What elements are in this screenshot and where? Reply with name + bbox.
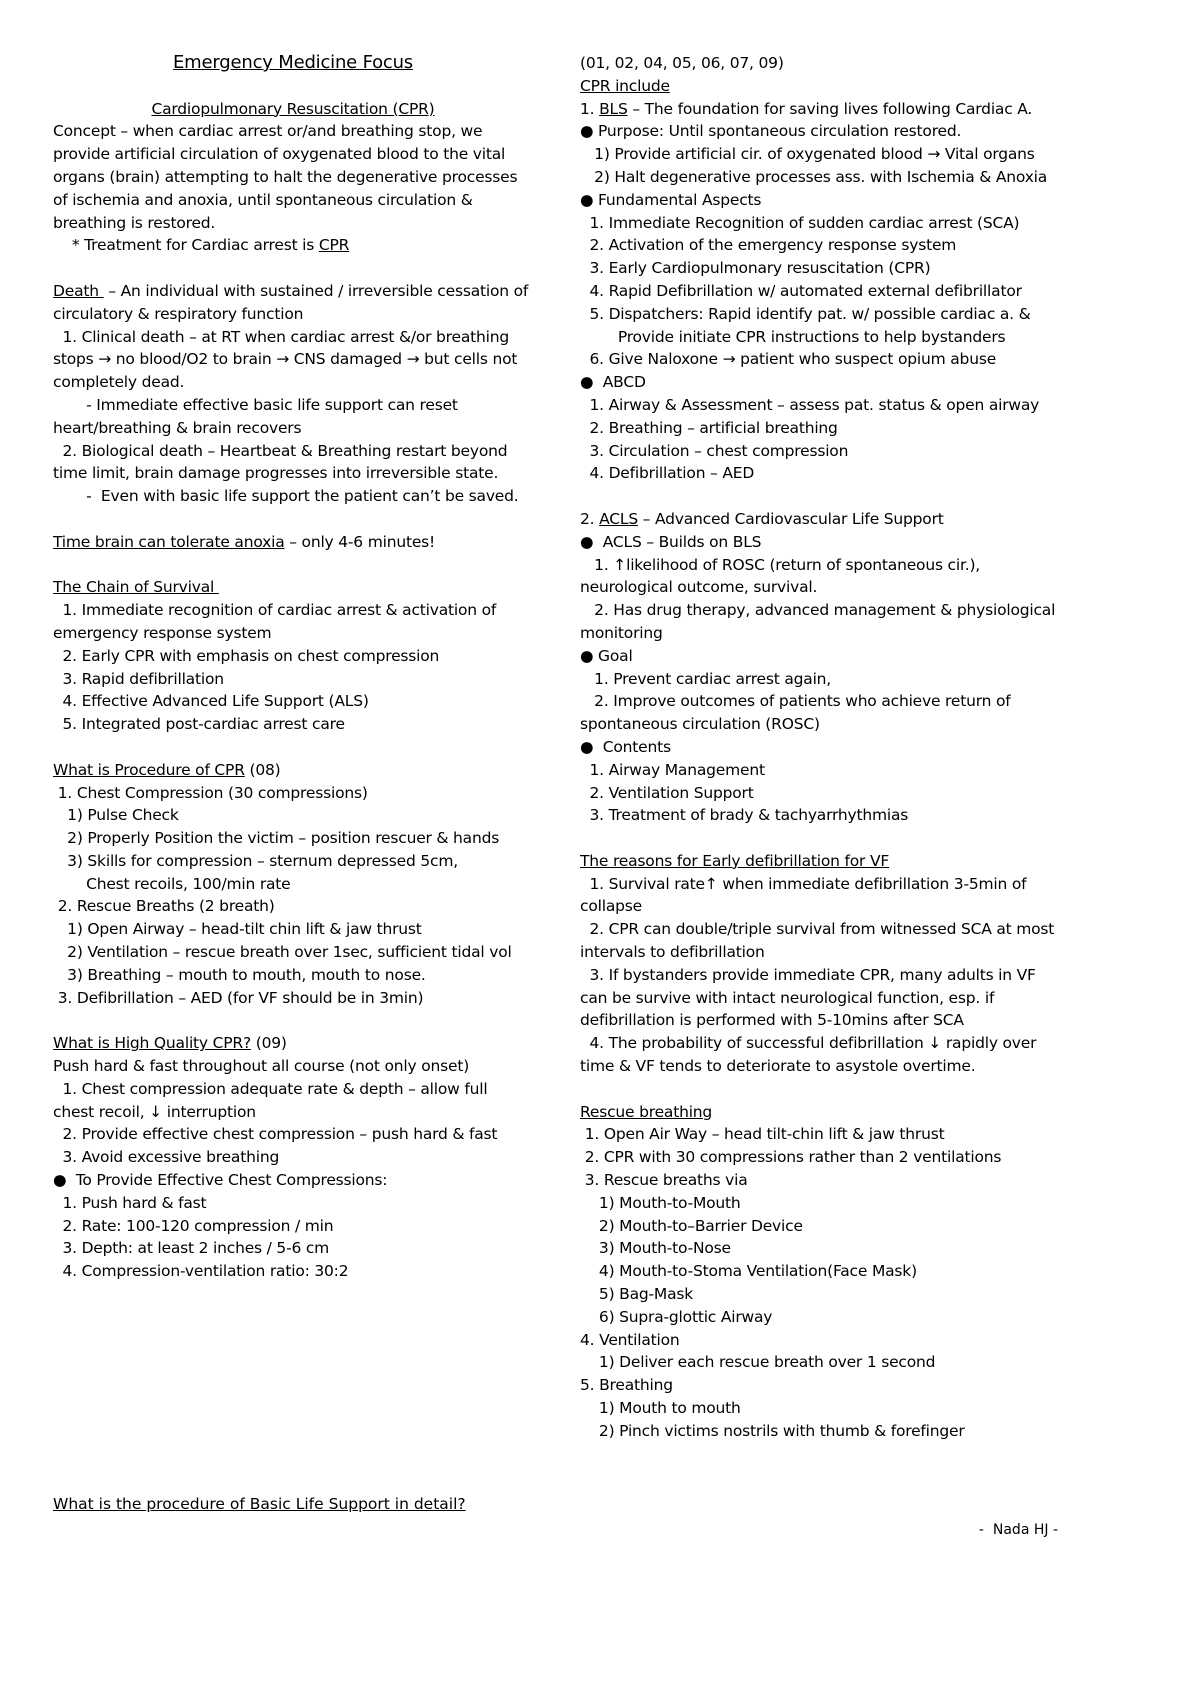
text-line: 3) Breathing – mouth to mouth, mouth to nose. bbox=[53, 965, 426, 984]
text-line: 2. Breathing – artificial breathing bbox=[580, 418, 838, 437]
text-line: 3) Mouth-to-Nose bbox=[580, 1239, 731, 1258]
heading-death: Death bbox=[53, 281, 104, 300]
text-segment: – Advanced Cardiovascular Life Support bbox=[637, 509, 944, 528]
text-line: 2. Activation of the emergency response system bbox=[580, 236, 957, 255]
text-line: 1. Clinical death – at RT when cardiac arrest &/or breathing bbox=[53, 327, 510, 346]
heading-cpr-include: CPR include bbox=[580, 76, 670, 95]
text-line: - Even with basic life support the patient can’t be saved. bbox=[53, 487, 519, 506]
heading-high-quality-cpr: What is High Quality CPR? bbox=[53, 1034, 251, 1053]
section-title-cpr: Cardiopulmonary Resuscitation (CPR) bbox=[151, 99, 435, 118]
text-line: Provide initiate CPR instructions to help bystanders bbox=[580, 327, 1006, 346]
text-line: 3. Circulation – chest compression bbox=[580, 441, 849, 460]
question-tags: (01, 02, 04, 05, 06, 07, 09) bbox=[580, 54, 784, 72]
text-line: 4. Defibrillation – AED bbox=[580, 464, 755, 483]
early-defibrillation-block bbox=[580, 850, 1062, 1078]
text-line: 6) Supra-glottic Airway bbox=[580, 1307, 773, 1326]
text-line: 2. Early CPR with emphasis on chest compression bbox=[53, 646, 440, 665]
text-line: 1. Open Air Way – head tilt-chin lift & jaw thrust bbox=[580, 1125, 945, 1144]
text-line: 4. Rapid Defibrillation w/ automated external defibrillator bbox=[580, 281, 1022, 300]
left-column bbox=[53, 52, 533, 1283]
text-line: 2. CPR with 30 compressions rather than 2 ventilations bbox=[580, 1148, 1002, 1167]
rescue-breathing-block bbox=[580, 1101, 1062, 1443]
text-line: 3) Skills for compression – sternum depressed 5cm, bbox=[53, 851, 458, 870]
text-segment: (08) bbox=[244, 760, 281, 779]
text-line: ● ABCD bbox=[580, 373, 646, 392]
text-line: 2. Biological death – Heartbeat & Breathing restart beyond bbox=[53, 441, 508, 460]
text-line: 2. Rate: 100-120 compression / min bbox=[53, 1216, 334, 1235]
text-line: 3. Defibrillation – AED (for VF should be in 3min) bbox=[53, 988, 424, 1007]
text-line: of ischemia and anoxia, until spontaneous circulation & bbox=[53, 190, 473, 209]
text-line: 3. If bystanders provide immediate CPR, many adults in VF bbox=[580, 965, 1036, 984]
text-line: 3. Rapid defibrillation bbox=[53, 669, 224, 688]
text-line: 1. ↑likelihood of ROSC (return of spontaneous cir.), bbox=[580, 555, 981, 574]
chain-block bbox=[53, 576, 533, 736]
text-line: can be survive with intact neurological function, esp. if bbox=[580, 988, 995, 1007]
text-line: intervals to defibrillation bbox=[580, 943, 765, 962]
page-title: Emergency Medicine Focus bbox=[173, 52, 413, 73]
text-line: collapse bbox=[580, 897, 642, 916]
text-line: 5. Breathing bbox=[580, 1376, 673, 1395]
text-line: 3. Depth: at least 2 inches / 5-6 cm bbox=[53, 1239, 330, 1258]
text-line: 1. Chest compression adequate rate & depth – allow full bbox=[53, 1079, 488, 1098]
text-line: 2. Provide effective chest compression – push hard & fast bbox=[53, 1125, 498, 1144]
heading-anoxia: Time brain can tolerate anoxia bbox=[53, 532, 285, 551]
footer-author: - Nada HJ - bbox=[978, 1522, 1058, 1538]
right-column bbox=[580, 52, 1062, 1443]
text-segment: – only 4-6 minutes! bbox=[284, 532, 436, 551]
text-line: 1) Pulse Check bbox=[53, 806, 179, 825]
text-line: circulatory & respiratory function bbox=[53, 304, 304, 323]
text-line: Concept – when cardiac arrest or/and breathing stop, we bbox=[53, 122, 483, 141]
text-line: ● ACLS – Builds on BLS bbox=[580, 532, 762, 551]
text-line: heart/breathing & brain recovers bbox=[53, 418, 302, 437]
heading-bls: BLS bbox=[599, 99, 628, 118]
text-line bbox=[580, 508, 1062, 531]
acls-block bbox=[580, 508, 1062, 827]
text-segment: 1. bbox=[580, 99, 600, 118]
heading-acls: ACLS bbox=[599, 509, 638, 528]
text-segment: (09) bbox=[251, 1034, 287, 1053]
text-line bbox=[53, 1032, 533, 1055]
text-line: 1. Airway & Assessment – assess pat. status & open airway bbox=[580, 395, 1040, 414]
text-line: organs (brain) attempting to halt the degenerative processes bbox=[53, 167, 518, 186]
text-line: 3. Treatment of brady & tachyarrhythmias bbox=[580, 806, 909, 825]
text-line bbox=[53, 759, 533, 782]
text-line: completely dead. bbox=[53, 373, 185, 392]
text-line: 2. Has drug therapy, advanced management & physiological bbox=[580, 601, 1056, 620]
text-line: 6. Give Naloxone → patient who suspect opium abuse bbox=[580, 350, 997, 369]
text-line: time & VF tends to deteriorate to asystole overtime. bbox=[580, 1057, 976, 1076]
text-line: ● Purpose: Until spontaneous circulation restored. bbox=[580, 122, 962, 141]
text-line: breathing is restored. bbox=[53, 213, 216, 232]
text-line: provide artificial circulation of oxygenated blood to the vital bbox=[53, 145, 506, 164]
text-line: 3. Avoid excessive breathing bbox=[53, 1148, 280, 1167]
heading-procedure-cpr: What is Procedure of CPR bbox=[53, 760, 245, 779]
high-quality-block bbox=[53, 1032, 533, 1283]
death-block bbox=[53, 280, 533, 508]
text-line: 1) Provide artificial cir. of oxygenated blood → Vital organs bbox=[580, 145, 1035, 164]
anoxia-line bbox=[53, 531, 533, 554]
text-line: chest recoil, ↓ interruption bbox=[53, 1102, 256, 1121]
text-segment: * Treatment for Cardiac arrest is bbox=[53, 236, 319, 255]
bls-block bbox=[580, 98, 1062, 486]
procedure-block bbox=[53, 759, 533, 1010]
text-line: 2. CPR can double/triple survival from witnessed SCA at most bbox=[580, 920, 1055, 939]
underlined-term: CPR bbox=[318, 236, 350, 255]
text-line: 4. Ventilation bbox=[580, 1330, 680, 1349]
text-segment: 2. bbox=[580, 509, 600, 528]
text-line: spontaneous circulation (ROSC) bbox=[580, 715, 820, 734]
text-line: 4. Compression-ventilation ratio: 30:2 bbox=[53, 1262, 349, 1281]
text-line: ● To Provide Effective Chest Compressions: bbox=[53, 1171, 388, 1190]
text-line: 1. Immediate Recognition of sudden cardiac arrest (SCA) bbox=[580, 213, 1020, 232]
text-line: ● Fundamental Aspects bbox=[580, 190, 762, 209]
text-line: 2) Halt degenerative processes ass. with Ischemia & Anoxia bbox=[580, 167, 1048, 186]
text-line: Push hard & fast throughout all course (not only onset) bbox=[53, 1057, 470, 1076]
text-line: Chest recoils, 100/min rate bbox=[53, 874, 291, 893]
text-line: monitoring bbox=[580, 623, 663, 642]
text-line: - Immediate effective basic life support can reset bbox=[53, 395, 458, 414]
text-line: 4. Effective Advanced Life Support (ALS) bbox=[53, 692, 369, 711]
text-line: 4. The probability of successful defibrillation ↓ rapidly over bbox=[580, 1034, 1037, 1053]
text-line: 2) Properly Position the victim – position rescuer & hands bbox=[53, 829, 500, 848]
text-line: 1. Airway Management bbox=[580, 760, 765, 779]
text-segment: – An individual with sustained / irreversible cessation of bbox=[103, 281, 529, 300]
text-line bbox=[53, 234, 533, 257]
text-line: ● Goal bbox=[580, 646, 633, 665]
text-line: 5. Dispatchers: Rapid identify pat. w/ possible cardiac a. & bbox=[580, 304, 1031, 323]
text-line: 5) Bag-Mask bbox=[580, 1285, 694, 1304]
text-line: 2. Improve outcomes of patients who achieve return of bbox=[580, 692, 1011, 711]
text-line: 3. Early Cardiopulmonary resuscitation (CPR) bbox=[580, 259, 931, 278]
text-line: 5. Integrated post-cardiac arrest care bbox=[53, 715, 345, 734]
text-line: 1. Prevent cardiac arrest again, bbox=[580, 669, 832, 688]
text-line: 1. Immediate recognition of cardiac arrest & activation of bbox=[53, 601, 497, 620]
text-line: 1. Chest Compression (30 compressions) bbox=[53, 783, 368, 802]
text-line: ● Contents bbox=[580, 737, 671, 756]
text-line: 1) Mouth-to-Mouth bbox=[580, 1193, 741, 1212]
text-line: 1) Open Airway – head-tilt chin lift & jaw thrust bbox=[53, 920, 422, 939]
text-line: 1) Mouth to mouth bbox=[580, 1399, 741, 1418]
text-line: 1) Deliver each rescue breath over 1 second bbox=[580, 1353, 936, 1372]
text-line: defibrillation is performed with 5-10mins after SCA bbox=[580, 1011, 964, 1030]
heading-bls-procedure-question: What is the procedure of Basic Life Support in detail? bbox=[53, 1495, 466, 1513]
heading-rescue-breathing: Rescue breathing bbox=[580, 1102, 713, 1121]
heading-chain-of-survival: The Chain of Survival bbox=[53, 578, 219, 597]
concept-block bbox=[53, 120, 533, 257]
text-line: 4) Mouth-to-Stoma Ventilation(Face Mask) bbox=[580, 1262, 917, 1281]
text-line: 2. Ventilation Support bbox=[580, 783, 754, 802]
text-line bbox=[53, 280, 533, 303]
text-line: 2) Pinch victims nostrils with thumb & forefinger bbox=[580, 1421, 965, 1440]
text-segment: – The foundation for saving lives following Cardiac A. bbox=[627, 99, 1033, 118]
text-line: 2. Rescue Breaths (2 breath) bbox=[53, 897, 275, 916]
text-line: 3. Rescue breaths via bbox=[580, 1171, 748, 1190]
text-line: neurological outcome, survival. bbox=[580, 578, 818, 597]
text-line: emergency response system bbox=[53, 623, 272, 642]
text-line: stops → no blood/O2 to brain → CNS damaged → but cells not bbox=[53, 350, 518, 369]
text-line: time limit, brain damage progresses into irreversible state. bbox=[53, 464, 499, 483]
text-line bbox=[580, 98, 1062, 121]
text-line: 2) Mouth-to–Barrier Device bbox=[580, 1216, 803, 1235]
text-line: 1. Push hard & fast bbox=[53, 1193, 207, 1212]
heading-early-defibrillation: The reasons for Early defibrillation for VF bbox=[580, 851, 890, 870]
text-line: 1. Survival rate↑ when immediate defibrillation 3-5min of bbox=[580, 874, 1027, 893]
text-line: 2) Ventilation – rescue breath over 1sec, sufficient tidal vol bbox=[53, 943, 512, 962]
